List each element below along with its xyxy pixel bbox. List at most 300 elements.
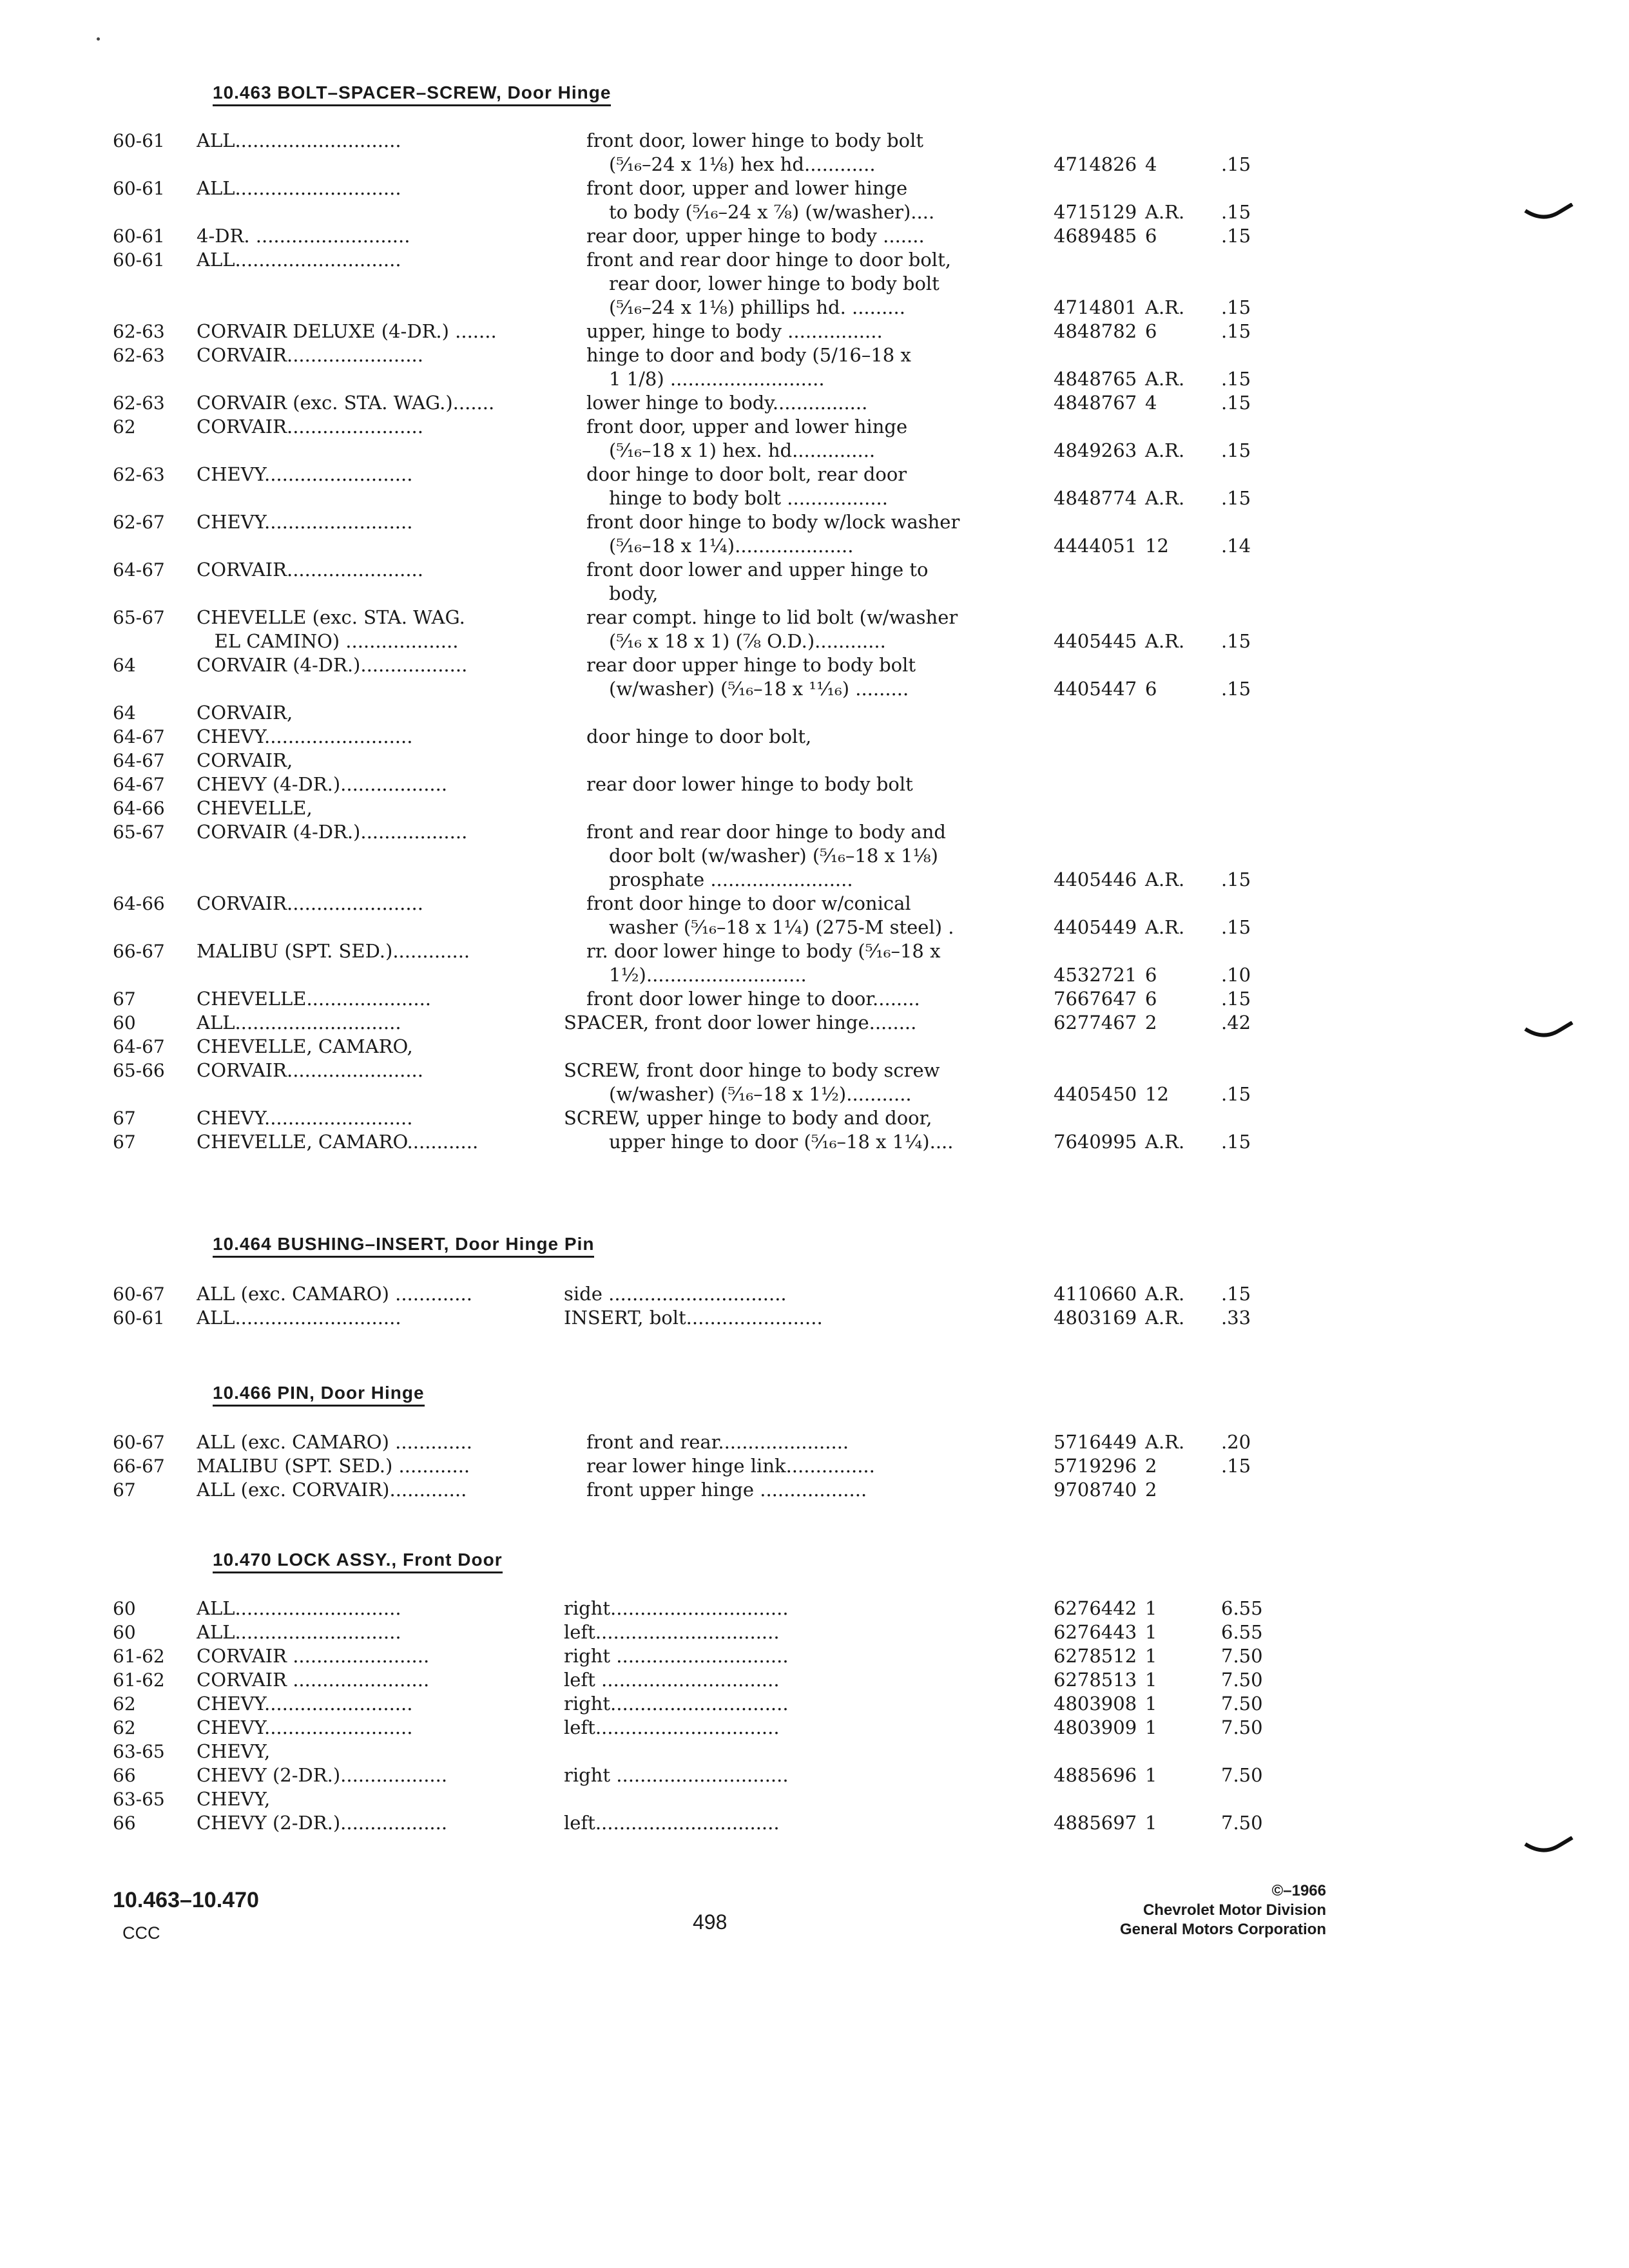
row-description: washer (⁵⁄₁₆–18 x 1¼) (275-M steel) .	[609, 916, 954, 938]
row-model: ALL............................	[197, 1307, 401, 1329]
row-year: 60-61	[113, 130, 165, 151]
row-description: left...............................	[564, 1812, 780, 1834]
row-quantity: 4	[1145, 392, 1157, 414]
row-description: front door, upper and lower hinge	[586, 177, 908, 199]
row-price: 7.50	[1221, 1716, 1263, 1738]
row-description: hinge to body bolt .................	[609, 487, 888, 509]
row-quantity: 1	[1145, 1716, 1157, 1738]
row-year: 61-62	[113, 1646, 165, 1667]
row-year: 62-63	[113, 392, 165, 414]
table-row	[113, 200, 1298, 224]
page-number: 498	[693, 1910, 728, 1934]
row-description: front door lower hinge to door........	[586, 988, 920, 1010]
row-description: front and rear door hinge to body and	[586, 821, 946, 843]
row-description: rr. door lower hinge to body (⁵⁄₁₆–18 x	[586, 940, 941, 962]
row-model: ALL............................	[197, 1621, 401, 1643]
row-model: MALIBU (SPT. SED.).............	[197, 940, 470, 962]
table-row	[113, 1082, 1298, 1106]
row-model: CHEVY.........................	[197, 463, 413, 485]
section-10-463-rows	[113, 129, 1298, 1154]
table-row	[113, 844, 1298, 868]
row-quantity: A.R.	[1145, 439, 1185, 461]
row-part-number: 4848767	[1054, 392, 1137, 414]
row-part-number: 4405447	[1054, 678, 1137, 700]
row-description: door hinge to door bolt, rear door	[586, 463, 907, 485]
row-part-number: 4848774	[1054, 487, 1137, 509]
row-description: front door lower and upper hinge to	[586, 559, 929, 581]
row-model: CORVAIR DELUXE (4-DR.) .......	[197, 320, 497, 342]
row-price: .15	[1221, 392, 1251, 414]
row-description: door hinge to door bolt,	[586, 726, 812, 747]
row-price: .15	[1221, 1131, 1251, 1153]
row-quantity: 12	[1145, 1083, 1169, 1105]
table-row	[113, 296, 1298, 320]
row-description: upper hinge to door (⁵⁄₁₆–18 x 1¼)....	[609, 1131, 954, 1153]
row-description: front door, upper and lower hinge	[586, 416, 908, 437]
table-row	[113, 1130, 1298, 1154]
row-model: CORVAIR (4-DR.)..................	[197, 654, 468, 676]
copyright-year: ©–1966	[1271, 1882, 1326, 1899]
row-year: 64-66	[113, 798, 165, 819]
row-year: 66-67	[113, 1456, 165, 1477]
table-row	[113, 1059, 1298, 1082]
table-row	[113, 1306, 1298, 1330]
row-part-number: 7640995	[1054, 1131, 1137, 1153]
table-row	[113, 415, 1298, 439]
row-quantity: 1	[1145, 1764, 1157, 1786]
row-part-number: 4714826	[1054, 153, 1137, 175]
row-description: side ..............................	[564, 1283, 787, 1305]
row-year: 66-67	[113, 941, 165, 962]
row-price: .20	[1221, 1431, 1251, 1453]
row-part-number: 9708740	[1054, 1479, 1137, 1501]
row-quantity: A.R.	[1145, 869, 1185, 890]
row-quantity: 6	[1145, 678, 1157, 700]
table-row	[113, 1763, 1298, 1787]
row-quantity: 6	[1145, 320, 1157, 342]
row-year: 61-62	[113, 1669, 165, 1691]
row-year: 64-67	[113, 559, 165, 581]
row-part-number: 6276442	[1054, 1597, 1137, 1619]
table-row	[113, 1716, 1298, 1740]
check-mark	[1524, 1836, 1576, 1856]
row-model: CHEVY.........................	[197, 1693, 413, 1715]
check-mark	[1524, 203, 1576, 222]
table-row	[113, 1740, 1298, 1763]
row-price: .33	[1221, 1307, 1251, 1329]
row-description: rear door upper hinge to body bolt	[586, 654, 916, 676]
row-model: ALL (exc. CAMARO) .............	[197, 1283, 472, 1305]
row-description: front and rear door hinge to door bolt,	[586, 249, 951, 271]
row-description: front door, lower hinge to body bolt	[586, 130, 924, 151]
row-description: (w/washer) (⁵⁄₁₆–18 x 1½)...........	[609, 1083, 912, 1105]
table-row	[113, 486, 1298, 510]
row-price: .15	[1221, 320, 1251, 342]
section-title-10-463: 10.463 BOLT–SPACER–SCREW, Door Hinge	[213, 82, 611, 106]
section-10-464-rows	[113, 1282, 1298, 1330]
row-description: right .............................	[564, 1645, 789, 1667]
row-description: right..............................	[564, 1597, 789, 1619]
row-description: front door hinge to body w/lock washer	[586, 511, 960, 533]
row-year: 60	[113, 1598, 136, 1619]
row-quantity: 2	[1145, 1479, 1157, 1501]
row-model: CHEVY.........................	[197, 1716, 413, 1738]
row-part-number: 4532721	[1054, 964, 1137, 986]
row-price: .15	[1221, 1083, 1251, 1105]
row-description: left ..............................	[564, 1669, 780, 1691]
table-row	[113, 796, 1298, 820]
table-row	[113, 1597, 1298, 1620]
row-model: CHEVY,	[197, 1740, 271, 1762]
row-part-number: 4848765	[1054, 368, 1137, 390]
table-row	[113, 248, 1298, 272]
table-row	[113, 963, 1298, 987]
row-description: rear compt. hinge to lid bolt (w/washer	[586, 606, 958, 628]
row-quantity: 1	[1145, 1812, 1157, 1834]
row-year: 63-65	[113, 1789, 165, 1810]
row-model: CHEVY,	[197, 1788, 271, 1810]
row-price: .15	[1221, 630, 1251, 652]
row-quantity: 2	[1145, 1455, 1157, 1477]
row-year: 66	[113, 1765, 136, 1786]
row-quantity: A.R.	[1145, 916, 1185, 938]
row-model: CHEVELLE (exc. STA. WAG.	[197, 606, 465, 628]
row-part-number: 4803169	[1054, 1307, 1137, 1329]
row-model: CORVAIR.......................	[197, 344, 423, 366]
row-description: rear door lower hinge to body bolt	[586, 773, 913, 795]
row-quantity: 1	[1145, 1621, 1157, 1643]
row-model: CHEVY (2-DR.)..................	[197, 1812, 448, 1834]
row-price: .15	[1221, 1283, 1251, 1305]
row-part-number: 4405450	[1054, 1083, 1137, 1105]
copyright-block	[1120, 1881, 1326, 1939]
table-row	[113, 1644, 1298, 1668]
row-year: 60-67	[113, 1283, 165, 1305]
row-price: .15	[1221, 1455, 1251, 1477]
row-description: (⁵⁄₁₆–24 x 1⅛) phillips hd. .........	[609, 296, 905, 318]
row-part-number: 6276443	[1054, 1621, 1137, 1643]
table-row	[113, 224, 1298, 248]
row-quantity: A.R.	[1145, 487, 1185, 509]
table-row	[113, 153, 1298, 177]
row-quantity: 6	[1145, 964, 1157, 986]
row-quantity: A.R.	[1145, 296, 1185, 318]
row-year: 62-63	[113, 321, 165, 342]
row-part-number: 6277467	[1054, 1012, 1137, 1033]
row-model: CHEVELLE, CAMARO,	[197, 1035, 413, 1057]
table-row	[113, 606, 1298, 629]
table-row	[113, 1430, 1298, 1454]
row-year: 64	[113, 702, 136, 724]
row-model: CORVAIR (4-DR.)..................	[197, 821, 468, 843]
row-year: 67	[113, 1479, 136, 1501]
row-part-number: 4715129	[1054, 201, 1137, 223]
row-price: .15	[1221, 153, 1251, 175]
table-row	[113, 320, 1298, 343]
row-description: hinge to door and body (5/16–18 x	[586, 344, 911, 366]
row-model: CHEVY.........................	[197, 1107, 413, 1129]
row-price: .15	[1221, 916, 1251, 938]
row-model: CORVAIR,	[197, 749, 293, 771]
table-row	[113, 749, 1298, 773]
row-year: 64-67	[113, 726, 165, 747]
footer-range: 10.463–10.470	[113, 1888, 259, 1912]
row-description: (⁵⁄₁₆–24 x 1⅛) hex hd............	[609, 153, 876, 175]
row-model: ALL............................	[197, 130, 401, 151]
table-row	[113, 773, 1298, 796]
row-model: CHEVELLE, CAMARO............	[197, 1131, 479, 1153]
row-part-number: 4848782	[1054, 320, 1137, 342]
row-quantity: 12	[1145, 535, 1169, 557]
section-title-10-470: 10.470 LOCK ASSY., Front Door	[213, 1550, 503, 1573]
row-quantity: 1	[1145, 1693, 1157, 1715]
row-price: 7.50	[1221, 1669, 1263, 1691]
row-year: 65-67	[113, 822, 165, 843]
row-part-number: 4110660	[1054, 1283, 1137, 1305]
row-year: 60	[113, 1012, 136, 1033]
row-part-number: 4803908	[1054, 1693, 1137, 1715]
row-year: 62	[113, 1717, 136, 1738]
row-part-number: 4803909	[1054, 1716, 1137, 1738]
row-description: (⁵⁄₁₆ x 18 x 1) (⅞ O.D.)............	[609, 630, 886, 652]
row-part-number: 4405446	[1054, 869, 1137, 890]
row-description: front and rear......................	[586, 1431, 849, 1453]
row-price: .15	[1221, 988, 1251, 1010]
row-price: .15	[1221, 439, 1251, 461]
row-part-number: 4689485	[1054, 225, 1137, 247]
table-row	[113, 510, 1298, 534]
row-description: front upper hinge ..................	[586, 1479, 867, 1501]
row-quantity: A.R.	[1145, 1307, 1185, 1329]
row-price: .15	[1221, 296, 1251, 318]
row-model: 4-DR. ..........................	[197, 225, 410, 247]
row-model: CHEVELLE.....................	[197, 988, 432, 1010]
row-price: 7.50	[1221, 1812, 1263, 1834]
row-model: ALL (exc. CORVAIR).............	[197, 1479, 467, 1501]
row-model: CORVAIR (exc. STA. WAG.).......	[197, 392, 495, 414]
row-quantity: A.R.	[1145, 1283, 1185, 1305]
row-part-number: 7667647	[1054, 988, 1137, 1010]
row-year: 64	[113, 655, 136, 676]
table-row	[113, 129, 1298, 153]
row-part-number: 4444051	[1054, 535, 1137, 557]
row-description: to body (⁵⁄₁₆–24 x ⅞) (w/washer)....	[609, 201, 935, 223]
row-description: right .............................	[564, 1764, 789, 1786]
section-10-470-rows	[113, 1597, 1298, 1835]
row-description: right..............................	[564, 1693, 789, 1715]
row-price: .15	[1221, 201, 1251, 223]
table-row	[113, 1787, 1298, 1811]
row-quantity: A.R.	[1145, 630, 1185, 652]
row-description: left...............................	[564, 1621, 780, 1643]
table-row	[113, 1620, 1298, 1644]
row-model: ALL............................	[197, 1012, 401, 1033]
row-year: 60	[113, 1622, 136, 1643]
table-row	[113, 1454, 1298, 1478]
table-row	[113, 653, 1298, 677]
row-description: door bolt (w/washer) (⁵⁄₁₆–18 x 1⅛)	[609, 845, 938, 867]
table-row	[113, 343, 1298, 367]
row-description: (⁵⁄₁₆–18 x 1¼)....................	[609, 535, 854, 557]
row-price: .10	[1221, 964, 1251, 986]
row-model: CORVAIR.......................	[197, 416, 423, 437]
table-row	[113, 1811, 1298, 1835]
row-model: CORVAIR.......................	[197, 1059, 423, 1081]
row-quantity: A.R.	[1145, 201, 1185, 223]
row-description: front door hinge to door w/conical	[586, 892, 911, 914]
row-price: 6.55	[1221, 1597, 1263, 1619]
row-price: .42	[1221, 1012, 1251, 1033]
row-year: 65-66	[113, 1060, 165, 1081]
row-model: CORVAIR.......................	[197, 559, 423, 581]
table-row	[113, 725, 1298, 749]
row-part-number: 4885696	[1054, 1764, 1137, 1786]
row-price: 7.50	[1221, 1693, 1263, 1715]
row-price: .15	[1221, 487, 1251, 509]
row-description: left...............................	[564, 1716, 780, 1738]
row-year: 64-66	[113, 893, 165, 914]
row-model: MALIBU (SPT. SED.) ............	[197, 1455, 470, 1477]
row-model: EL CAMINO) ...................	[197, 630, 459, 652]
row-year: 62	[113, 1693, 136, 1715]
table-row	[113, 1035, 1298, 1059]
table-row	[113, 677, 1298, 701]
scan-speck	[97, 37, 100, 41]
row-model: CORVAIR,	[197, 702, 293, 724]
table-row	[113, 391, 1298, 415]
row-description: rear door, lower hinge to body bolt	[609, 273, 940, 294]
row-description: SPACER, front door lower hinge........	[564, 1012, 917, 1033]
table-row	[113, 463, 1298, 486]
row-year: 64-67	[113, 750, 165, 771]
table-row	[113, 1478, 1298, 1502]
row-model: CHEVY (4-DR.)..................	[197, 773, 448, 795]
row-model: ALL............................	[197, 177, 401, 199]
table-row	[113, 629, 1298, 653]
row-year: 67	[113, 1131, 136, 1153]
row-description: upper, hinge to body ................	[586, 320, 883, 342]
row-price: .15	[1221, 368, 1251, 390]
row-year: 62-67	[113, 512, 165, 533]
row-description: rear door, upper hinge to body .......	[586, 225, 925, 247]
row-description: INSERT, bolt.......................	[564, 1307, 823, 1329]
table-row	[113, 939, 1298, 963]
row-model: CORVAIR .......................	[197, 1669, 430, 1691]
row-year: 62	[113, 416, 136, 437]
table-row	[113, 987, 1298, 1011]
section-10-466-rows	[113, 1430, 1298, 1502]
row-description: 1½)...........................	[609, 964, 807, 986]
table-row	[113, 367, 1298, 391]
row-description: lower hinge to body................	[586, 392, 868, 414]
row-year: 65-67	[113, 607, 165, 628]
row-quantity: 6	[1145, 988, 1157, 1010]
row-part-number: 6278513	[1054, 1669, 1137, 1691]
row-description: SCREW, front door hinge to body screw	[564, 1059, 940, 1081]
row-year: 60-61	[113, 1307, 165, 1329]
row-model: CHEVY (2-DR.)..................	[197, 1764, 448, 1786]
row-quantity: 1	[1145, 1597, 1157, 1619]
row-year: 63-65	[113, 1741, 165, 1762]
table-row	[113, 582, 1298, 606]
table-row	[113, 1011, 1298, 1035]
row-quantity: 1	[1145, 1669, 1157, 1691]
row-year: 60-61	[113, 226, 165, 247]
row-quantity: 6	[1145, 225, 1157, 247]
row-year: 60-61	[113, 249, 165, 271]
row-part-number: 4885697	[1054, 1812, 1137, 1834]
table-row	[113, 439, 1298, 463]
row-model: CHEVELLE,	[197, 797, 313, 819]
table-row	[113, 177, 1298, 200]
row-quantity: A.R.	[1145, 1431, 1185, 1453]
row-part-number: 6278512	[1054, 1645, 1137, 1667]
row-part-number: 4405445	[1054, 630, 1137, 652]
row-quantity: A.R.	[1145, 1131, 1185, 1153]
row-description: rear lower hinge link...............	[586, 1455, 875, 1477]
row-price: .15	[1221, 225, 1251, 247]
row-description: SCREW, upper hinge to body and door,	[564, 1107, 932, 1129]
table-row	[113, 1282, 1298, 1306]
footer-code: CCC	[122, 1923, 160, 1943]
table-row	[113, 701, 1298, 725]
table-row	[113, 1692, 1298, 1716]
table-row	[113, 1668, 1298, 1692]
row-part-number: 5716449	[1054, 1431, 1137, 1453]
row-model: ALL (exc. CAMARO) .............	[197, 1431, 472, 1453]
row-year: 67	[113, 1108, 136, 1129]
row-model: CORVAIR.......................	[197, 892, 423, 914]
row-description: prosphate ........................	[609, 869, 853, 890]
row-year: 64-67	[113, 774, 165, 795]
row-year: 66	[113, 1812, 136, 1834]
section-title-10-464: 10.464 BUSHING–INSERT, Door Hinge Pin	[213, 1234, 594, 1258]
row-year: 67	[113, 988, 136, 1010]
row-quantity: A.R.	[1145, 368, 1185, 390]
table-row	[113, 1106, 1298, 1130]
table-row	[113, 892, 1298, 916]
check-mark	[1524, 1021, 1576, 1041]
row-model: ALL............................	[197, 1597, 401, 1619]
table-row	[113, 534, 1298, 558]
row-year: 62-63	[113, 345, 165, 366]
row-part-number: 4849263	[1054, 439, 1137, 461]
row-year: 62-63	[113, 464, 165, 485]
copyright-division: Chevrolet Motor Division	[1142, 1901, 1326, 1919]
table-row	[113, 272, 1298, 296]
table-row	[113, 916, 1298, 939]
row-description: (⁵⁄₁₆–18 x 1) hex. hd..............	[609, 439, 876, 461]
row-year: 64-67	[113, 1036, 165, 1057]
row-part-number: 4714801	[1054, 296, 1137, 318]
copyright-corporation: General Motors Corporation	[1119, 1921, 1326, 1938]
row-price: .15	[1221, 869, 1251, 890]
row-model: ALL............................	[197, 249, 401, 271]
row-quantity: 2	[1145, 1012, 1157, 1033]
row-quantity: 4	[1145, 153, 1157, 175]
row-year: 60-67	[113, 1432, 165, 1453]
row-description: 1 1/8) ..........................	[609, 368, 825, 390]
row-model: CORVAIR .......................	[197, 1645, 430, 1667]
row-description: (w/washer) (⁵⁄₁₆–18 x ¹¹⁄₁₆) .........	[609, 678, 909, 700]
row-model: CHEVY.........................	[197, 511, 413, 533]
row-price: 7.50	[1221, 1645, 1263, 1667]
row-quantity: 1	[1145, 1645, 1157, 1667]
row-part-number: 5719296	[1054, 1455, 1137, 1477]
row-price: .14	[1221, 535, 1251, 557]
table-row	[113, 558, 1298, 582]
row-price: 7.50	[1221, 1764, 1263, 1786]
